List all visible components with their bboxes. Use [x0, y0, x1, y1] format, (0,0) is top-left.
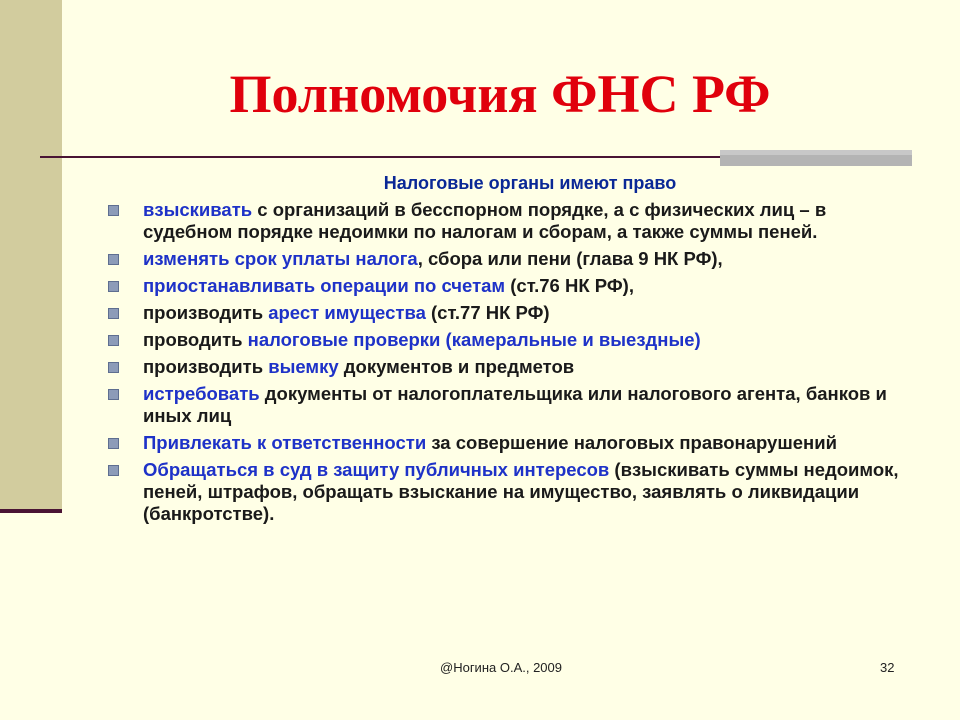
item-highlight: налоговые проверки (камеральные и выездные)	[247, 329, 701, 350]
item-text: за совершение налоговых правонарушений	[426, 432, 837, 453]
left-band-divider	[0, 509, 62, 513]
slide-subtitle: Налоговые органы имеют право	[383, 173, 677, 193]
item-text: (ст.77 НК РФ)	[425, 302, 550, 323]
square-bullet-icon	[108, 362, 119, 373]
list-item	[106, 275, 906, 297]
square-bullet-icon	[108, 254, 119, 265]
item-highlight: выемку	[268, 356, 339, 377]
title-accent-bar-highlight	[720, 150, 912, 155]
list-item	[106, 329, 906, 351]
left-decorative-band	[0, 0, 62, 512]
list-item	[106, 248, 906, 270]
item-text: документы от налогоплательщика или налогового агента, банков и иных лиц	[143, 383, 887, 426]
list-item	[106, 356, 906, 378]
square-bullet-icon	[108, 308, 119, 319]
item-highlight: истребовать	[143, 383, 260, 404]
item-text: (ст.76 НК РФ),	[505, 275, 634, 296]
list-item	[106, 383, 906, 427]
item-text: документов и предметов	[338, 356, 575, 377]
item-text: с организаций в бесспорном порядке, а с физических лиц – в судебном порядке недоимки по налогам и сборам, а также суммы пеней.	[143, 199, 827, 242]
square-bullet-icon	[108, 438, 119, 449]
page-number: 32	[880, 660, 895, 675]
item-highlight: взыскивать	[143, 199, 253, 220]
list-item	[106, 199, 906, 243]
item-prefix: производить	[143, 356, 269, 377]
item-text: , сбора или пени (глава 9 НК РФ),	[417, 248, 723, 269]
item-highlight: Обращаться в суд в защиту публичных интересов	[143, 459, 610, 480]
list-item	[106, 459, 906, 525]
square-bullet-icon	[108, 465, 119, 476]
slide-title: Полномочия ФНС РФ	[229, 64, 771, 124]
item-prefix: проводить	[143, 329, 248, 350]
item-prefix: производить	[143, 302, 269, 323]
square-bullet-icon	[108, 205, 119, 216]
item-highlight: Привлекать к ответственности	[143, 432, 427, 453]
square-bullet-icon	[108, 281, 119, 292]
item-highlight: приостанавливать операции по счетам	[143, 275, 506, 296]
item-highlight: изменять срок уплаты налога	[143, 248, 418, 269]
square-bullet-icon	[108, 335, 119, 346]
item-highlight: арест имущества	[268, 302, 426, 323]
square-bullet-icon	[108, 389, 119, 400]
list-item	[106, 432, 906, 454]
powers-list	[106, 199, 906, 530]
item-text: (взыскивать суммы недоимок, пеней, штрафов, обращать взыскание на имущество, заявлять о ликвидации (банкротстве).	[143, 459, 899, 524]
list-item	[106, 302, 906, 324]
footer-copyright: @Ногина О.А., 2009	[440, 660, 562, 675]
